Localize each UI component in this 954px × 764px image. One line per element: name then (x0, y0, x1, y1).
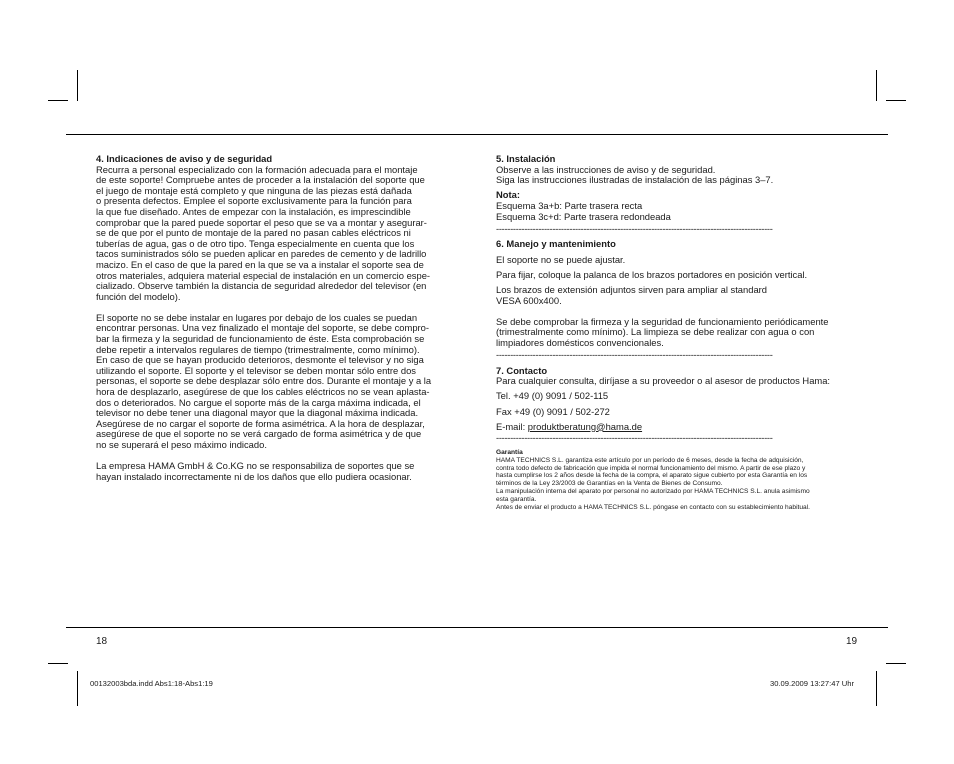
text-line: se de que por el punto de montaje de la pared no pasan cables eléctricos ni (96, 227, 411, 239)
safety-paragraph-2 (96, 313, 466, 451)
text-line: encontrar personas. Una vez finalizado el montaje del soporte, se debe compro- (96, 322, 430, 334)
text-line: debe repetir a intervalos regulares de tiempo (trimestralmente, como mínimo). (96, 343, 420, 355)
text-line: utilizando el soporte. El soporte y el televisor se deben montar sólo entre dos (96, 364, 416, 376)
crop-mark (48, 663, 68, 664)
text-line: Observe a las instrucciones de aviso y de seguridad. (496, 163, 716, 175)
text-line: de este soporte! Compruebe antes de proceder a la instalación del soporte que (96, 174, 425, 186)
footer-rule (66, 627, 888, 628)
text-line: El soporte no se puede ajustar. (496, 253, 626, 265)
text-line: tacos suministrados sólo se pueden aplicar en paredes de cemento y de ladrillo (96, 248, 427, 260)
crop-mark (876, 671, 877, 706)
slug-file-info: 00132003bda.indd Abs1:18-Abs1:19 (90, 679, 213, 688)
text-line: Siga las instrucciones ilustradas de instalación de las páginas 3–7. (496, 174, 774, 186)
text-line: Recurra a personal especializado con la formación adecuada para el montaje (96, 163, 418, 175)
warranty-line: hasta cumplirse los 2 años desde la fecha de la compra, el aparato sigue cubierto por esta Garantía en los (496, 472, 808, 480)
warranty-block (496, 449, 856, 511)
fax-number: Fax +49 (0) 9091 / 502-272 (496, 405, 610, 417)
page-number-left: 18 (96, 636, 108, 647)
text-line: dos o deteriorados. No cargue el soporte más de la carga máxima indicada, el (96, 396, 421, 408)
text-line: no se superará el peso máximo indicado. (96, 438, 267, 450)
section-heading-contact: 7. Contacto (496, 364, 548, 376)
warranty-line: contra todo defecto de fabricación que impida el normal funcionamiento del mismo. A partir de ese plazo y (496, 464, 806, 472)
text-line: En caso de que se hayan producido deterioros, desmonte el televisor y no siga (96, 354, 424, 366)
text-line: o presenta defectos. Emplee el soporte exclusivamente para la función para (96, 195, 412, 207)
text-line: el juego de montaje está completo y que ninguna de las piezas está dañada (96, 184, 412, 196)
note-line: Esquema 3a+b: Parte trasera recta (496, 199, 643, 211)
text-line: El soporte no se debe instalar en lugares por debajo de los cuales se puedan (96, 311, 418, 323)
dashed-divider: -------------------------------------------------------------------------------------------------- (496, 350, 773, 361)
text-line: macizo. En el caso de que la pared en la que se va a instalar el soporte sea de (96, 258, 424, 270)
section-heading-safety: 4. Indicaciones de aviso y de seguridad (96, 153, 273, 164)
crop-mark (876, 70, 877, 101)
text-line: VESA 600x400. (496, 294, 562, 306)
warranty-line: términos de la Ley 23/2003 de Garantías en la Venta de Bienes de Consumo. (496, 480, 723, 488)
text-line: tuberías de agua, gas o de otro tipo. Tenga especialmente en cuenta que los (96, 237, 415, 249)
text-line: Los brazos de extensión adjuntos sirven para ampliar al standard (496, 283, 767, 295)
text-line: hora de desplazarlo, asegúrese de que los cables eléctricos no se vean aplasta- (96, 385, 430, 397)
text-line: Asegúrese de no cargar el soporte de forma asimétrica. A la hora de desplazar, (96, 417, 425, 429)
phone-number: Tel. +49 (0) 9091 / 502-115 (496, 390, 609, 402)
text-line: hayan instalado incorrectamente ni de los daños que ello pudiera ocasionar. (96, 470, 412, 482)
text-line: otros materiales, adquiera material especial de instalación en un comercio espe- (96, 269, 431, 281)
email-line (496, 422, 856, 433)
text-line: Se debe comprobar la firmeza y la seguridad de funcionamiento periódicamente (496, 315, 829, 327)
text-line: personas, el soporte se debe desplazar sólo entre dos. Durante el montaje y a la (96, 375, 432, 387)
email-link[interactable]: produktberatung@hama.de (527, 420, 643, 432)
crop-mark (48, 100, 68, 101)
right-column (496, 154, 856, 444)
crop-mark (77, 671, 78, 706)
dashed-divider: -------------------------------------------------------------------------------------------------- (496, 433, 773, 444)
warranty-heading: Garantía (496, 449, 523, 456)
text-line: televisor no debe tener una diagonal mayor que la diagonal máxima indicada. (96, 407, 419, 419)
liability-paragraph (96, 461, 466, 482)
header-rule (66, 134, 888, 135)
text-line: función del modelo). (96, 290, 181, 302)
text-line: cializado. Observe también la distancia de seguridad alrededor del televisor (en (96, 280, 427, 292)
dashed-divider: -------------------------------------------------------------------------------------------------- (496, 224, 773, 235)
text-line: (trimestralmente como mínimo). La limpieza se debe realizar con agua o con (496, 326, 815, 338)
text-line: bar la firmeza y la seguridad de funcionamiento de éste. Esta comprobación se (96, 333, 425, 344)
section-heading-installation: 5. Instalación (496, 153, 556, 164)
crop-mark (77, 70, 78, 101)
warranty-line: Antes de enviar el producto a HAMA TECHNICS S.L. póngase en contacto con su establecimiento habitual. (496, 503, 810, 511)
safety-paragraph-1 (96, 165, 466, 303)
text-line: comprobar que la pared puede soportar el peso que se va a montar y asegurar- (96, 216, 427, 228)
warranty-line: esta garantía. (496, 495, 537, 503)
text-line: La empresa HAMA GmbH & Co.KG no se responsabiliza de soportes que se (96, 460, 415, 472)
text-line: asegúrese de que el soporte no se verá cargado de forma asimétrica y de que (96, 428, 422, 440)
text-line: la que fue diseñado. Antes de empezar con la instalación, es imprescindible (96, 205, 411, 217)
email-label: E-mail: (496, 420, 528, 432)
crop-mark (886, 100, 906, 101)
warranty-line: HAMA TECHNICS S.L. garantiza este artículo por un período de 6 meses, desde la fecha de adquisición, (496, 456, 804, 464)
note-heading: Nota: (496, 189, 520, 201)
text-line: limpiadores domésticos convencionales. (496, 336, 664, 348)
left-column (96, 154, 466, 482)
text-line: Para fijar, coloque la palanca de los brazos portadores en posición vertical. (496, 268, 808, 280)
page-number-right: 19 (846, 636, 858, 647)
crop-mark (886, 663, 906, 664)
note-line: Esquema 3c+d: Parte trasera redondeada (496, 210, 671, 222)
text-line: Para cualquier consulta, diríjase a su proveedor o al asesor de productos Hama: (496, 375, 831, 387)
slug-date-info: 30.09.2009 13:27:47 Uhr (770, 679, 855, 688)
warranty-line: La manipulación interna del aparato por personal no autorizado por HAMA TECHNICS S.L. anula asimismo (496, 487, 810, 495)
section-heading-maintenance: 6. Manejo y mantenimiento (496, 238, 616, 250)
